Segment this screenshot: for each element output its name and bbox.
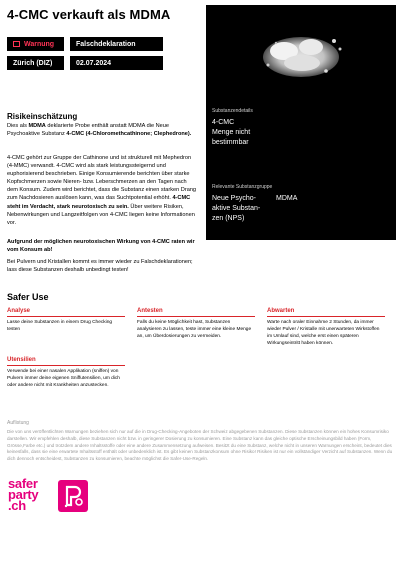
type-tag [70,37,163,51]
substance-details-label: Substanzendetails [212,108,253,114]
safer-use-heading: Safer Use [7,292,49,302]
text-bold: MDMA [28,123,46,129]
item-title: Utensilien [7,357,125,366]
disclaimer [7,420,393,463]
logo-line: .ch [8,498,26,513]
substance-line: Menge nicht [212,129,251,136]
item-title: Analyse [7,308,125,317]
text-span: Dies als [7,123,29,129]
relevant-line: zen (NPS) [212,215,245,222]
risk-paragraph-4: Bei Pulvern und Kristallen kommt es immer wieder zu Falschdeklarationen; lass diese Substanzen deshalb unbedingt testen! [7,259,193,274]
item-title: Antesten [137,308,255,317]
disclaimer-text: Die von uns veröffentlichten Warnungen beziehen sich nur auf die in Drug-Checking-Angeboten der Schweiz abgegebenen Substanzen. Diese Substanzen können ein hohes Konsumrisiko darstellen. Wir empfehlen deshalb, diese Substanzen nicht bzw. in geringerer Dosierung zu konsumieren. Eine Substanz kann das gleiche optische Erscheinungsbild haben (Form, Grösse,Farbe etc.) und trotzdem andere Inhaltsstoffe oder eine andere Zusammensetzung aufweisen. Besitzt du eine Substanz, welche nicht in unseren Warnungen erscheint, bedeutet dies keinesfalls, dass sie eine erwartete Inhaltsstoff enthält oder unbedenklich ist. Es gibt keinen Substanzkonsum ohne Risiko! Risiken ist nur ein vollständiger Verzicht auf Substanzen. Wenn du dich dennoch entscheidest, Substanzen zu konsumieren, beachte möglichst die Safer-Use-Regeln. [7,429,393,462]
text-bold: 4-CMC steht im Verdacht, stark neurotoxisch zu sein. [7,195,191,210]
warning-tag [7,37,64,51]
saferparty-logo[interactable] [8,478,38,511]
safer-use-item-utensilien [7,357,125,389]
safer-use-item-abwarten [267,308,385,347]
logo-line: party [8,487,39,502]
warning-icon [13,41,20,47]
relevant-group-right: MDMA [276,195,298,202]
date-label: 02.07.2024 [76,59,112,67]
type-label: Falschdeklaration [76,40,136,48]
substance-line: 4-CMC [212,119,235,126]
disclaimer-heading: Auflistung [7,420,29,426]
risk-heading: Risikeinschätzung [7,112,78,121]
item-text: Verwende bei einer nasalen Applikation (sniffen) von Pulvern immer deine eigenen Sniffutensilien, um dich oder andere nicht mit Krankheiten anzustecken. [7,369,120,388]
relevant-line: aktive Substan- [212,205,261,212]
relevant-line: Neue Psycho- [212,195,256,202]
risk-paragraph-1 [7,122,197,138]
substance-photo [206,5,396,102]
text-span: deklarierte Probe enthält anstatt MDMA die Neue Psychoaktive Substanz [7,123,169,138]
item-title: Abwarten [267,308,385,317]
relevant-group-text [212,194,260,224]
text-span: 4-CMC gehört zur Gruppe der Cathinone und ist strukturell mit Mephedron (4-MMC) verwandt. 4-CMC wird als stark leistungssteigernd und euphorisierend beschrieben. Einige Konsumierende berichten über starke Kopfschmerzen sowie Nieren- bzw. Leberschmerzen an den Tagen nach dem Konsum. Zudem wird berichtet, dass die Substanz einen starken Drang zum Nachdosieren auslösen kann, was das Suchtpotential erhöht. [7,155,197,202]
safer-use-item-analyse [7,308,125,333]
logo-line: safer [8,476,38,491]
risk-paragraph-2 [7,154,197,227]
item-text: Warte nach oraler Einnahme 2 Stunden, da immer wieder Pulver / Kristalle mit unerwarteten Wirkstoffen im Umlauf sind, welche erst einen späteren Wirkungseintritt haben können. [267,320,380,346]
saferparty-mark-icon [58,480,88,512]
text-bold: 4-CMC (4-Chloromethcathinone; Clephedrone). [66,131,192,138]
place-label: Zürich (DIZ) [13,59,53,67]
place-tag [7,56,64,70]
risk-paragraph-3: Aufgrund der möglichen neurotoxischen Wirkung von 4-CMC raten wir vom Konsum ab! [7,239,195,254]
substance-details-text [212,118,250,148]
item-text: Falls du keine Möglichkeit hast, Substanzen analysieren zu lassen, teste immer eine kleine Menge an, um Überdosierungen zu vermeiden. [137,320,252,339]
warning-label: Warnung [24,40,55,48]
page-title: 4-CMC verkauft als MDMA [7,7,171,22]
text-span: Über weitere Risiken, Nebenwirkungen und Langzeitfolgen von 4-CMC liegen keine Informationen vor. [7,203,195,226]
relevant-group-label: Relevante Substanzgruppe [212,184,273,190]
item-text: Lasse deine Substanzen in einem Drug Checking testen [7,320,113,332]
substance-line: bestimmbar [212,139,249,146]
safer-use-item-antesten [137,308,255,340]
date-tag [70,56,163,70]
details-sidebar [206,102,396,240]
